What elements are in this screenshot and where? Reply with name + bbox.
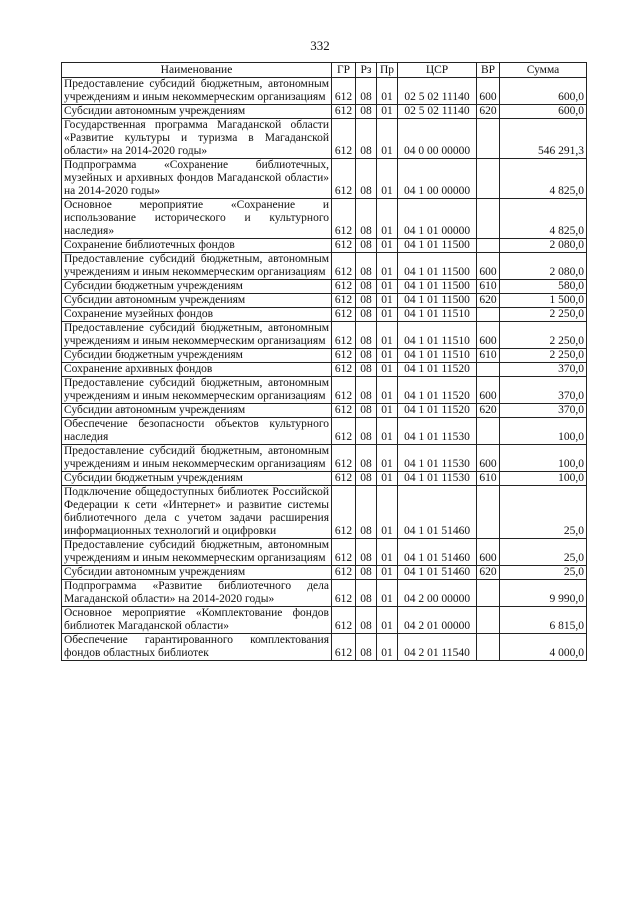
cell-name: Субсидии автономным учреждениям — [62, 105, 332, 119]
table-row — [62, 253, 587, 280]
cell-gr: 612 — [332, 78, 356, 105]
cell-vr: 600 — [477, 377, 500, 404]
cell-rz: 08 — [356, 472, 377, 486]
cell-vr: 600 — [477, 78, 500, 105]
cell-name: Предоставление субсидий бюджетным, автономным учреждениям и иным некоммерческим организациям — [62, 445, 332, 472]
cell-sum: 100,0 — [500, 418, 587, 445]
cell-sum: 2 250,0 — [500, 308, 587, 322]
cell-gr: 612 — [332, 486, 356, 539]
cell-pr: 01 — [377, 607, 398, 634]
cell-rz: 08 — [356, 634, 377, 661]
cell-gr: 612 — [332, 119, 356, 159]
cell-name: Государственная программа Магаданской области «Развитие культуры и туризма в Магаданской области» на 2014-2020 годы» — [62, 119, 332, 159]
cell-vr — [477, 239, 500, 253]
cell-gr: 612 — [332, 105, 356, 119]
cell-vr — [477, 159, 500, 199]
budget-table — [61, 62, 587, 661]
cell-rz: 08 — [356, 349, 377, 363]
cell-pr: 01 — [377, 199, 398, 239]
cell-sum: 25,0 — [500, 486, 587, 539]
cell-vr: 600 — [477, 322, 500, 349]
header-sum: Сумма — [500, 63, 587, 78]
table-row — [62, 472, 587, 486]
table-row — [62, 239, 587, 253]
cell-pr: 01 — [377, 349, 398, 363]
cell-vr: 600 — [477, 445, 500, 472]
table-row — [62, 199, 587, 239]
cell-csr: 04 1 01 11500 — [398, 280, 477, 294]
table-row — [62, 349, 587, 363]
cell-rz: 08 — [356, 486, 377, 539]
cell-vr — [477, 580, 500, 607]
cell-gr: 612 — [332, 322, 356, 349]
cell-pr: 01 — [377, 418, 398, 445]
header-vr: ВР — [477, 63, 500, 78]
header-pr: Пр — [377, 63, 398, 78]
table-row — [62, 634, 587, 661]
cell-csr: 04 1 01 11530 — [398, 445, 477, 472]
table-header-row — [62, 63, 587, 78]
cell-csr: 04 1 01 11510 — [398, 349, 477, 363]
cell-csr: 04 1 01 00000 — [398, 199, 477, 239]
cell-name: Субсидии автономным учреждениям — [62, 404, 332, 418]
cell-vr — [477, 418, 500, 445]
header-rz: Рз — [356, 63, 377, 78]
cell-pr: 01 — [377, 486, 398, 539]
cell-gr: 612 — [332, 308, 356, 322]
cell-rz: 08 — [356, 377, 377, 404]
cell-sum: 9 990,0 — [500, 580, 587, 607]
cell-sum: 370,0 — [500, 363, 587, 377]
cell-vr: 610 — [477, 349, 500, 363]
cell-name: Предоставление субсидий бюджетным, автономным учреждениям и иным некоммерческим организациям — [62, 78, 332, 105]
cell-pr: 01 — [377, 363, 398, 377]
cell-pr: 01 — [377, 119, 398, 159]
cell-vr: 600 — [477, 253, 500, 280]
cell-pr: 01 — [377, 105, 398, 119]
cell-rz: 08 — [356, 199, 377, 239]
cell-gr: 612 — [332, 418, 356, 445]
page-number: 332 — [310, 38, 330, 53]
cell-rz: 08 — [356, 308, 377, 322]
cell-name: Сохранение архивных фондов — [62, 363, 332, 377]
cell-csr: 04 1 01 11530 — [398, 418, 477, 445]
cell-vr: 620 — [477, 566, 500, 580]
table-row — [62, 78, 587, 105]
cell-pr: 01 — [377, 404, 398, 418]
cell-vr — [477, 199, 500, 239]
cell-name: Обеспечение гарантированного комплектования фондов областных библиотек — [62, 634, 332, 661]
cell-gr: 612 — [332, 363, 356, 377]
cell-rz: 08 — [356, 159, 377, 199]
cell-gr: 612 — [332, 472, 356, 486]
table-row — [62, 159, 587, 199]
cell-sum: 100,0 — [500, 445, 587, 472]
cell-csr: 04 2 01 11540 — [398, 634, 477, 661]
cell-pr: 01 — [377, 445, 398, 472]
cell-pr: 01 — [377, 239, 398, 253]
table-row — [62, 566, 587, 580]
cell-vr: 620 — [477, 105, 500, 119]
cell-pr: 01 — [377, 539, 398, 566]
cell-gr: 612 — [332, 634, 356, 661]
table-row — [62, 363, 587, 377]
cell-vr — [477, 308, 500, 322]
cell-vr — [477, 486, 500, 539]
cell-rz: 08 — [356, 607, 377, 634]
cell-sum: 2 080,0 — [500, 239, 587, 253]
cell-name: Сохранение музейных фондов — [62, 308, 332, 322]
cell-name: Подключение общедоступных библиотек Российской Федерации к сети «Интернет» и развитие системы библиотечного дела с учетом задачи расширения информационных технологий и оцифровки — [62, 486, 332, 539]
cell-rz: 08 — [356, 280, 377, 294]
table-row — [62, 539, 587, 566]
cell-sum: 580,0 — [500, 280, 587, 294]
cell-pr: 01 — [377, 280, 398, 294]
cell-name: Обеспечение безопасности объектов культурного наследия — [62, 418, 332, 445]
cell-pr: 01 — [377, 78, 398, 105]
cell-name: Субсидии автономным учреждениям — [62, 566, 332, 580]
cell-rz: 08 — [356, 294, 377, 308]
cell-sum: 4 825,0 — [500, 159, 587, 199]
header-gr: ГР — [332, 63, 356, 78]
cell-csr: 02 5 02 11140 — [398, 78, 477, 105]
cell-sum: 370,0 — [500, 377, 587, 404]
cell-csr: 04 1 01 11510 — [398, 308, 477, 322]
cell-csr: 04 1 01 11520 — [398, 363, 477, 377]
cell-name: Субсидии бюджетным учреждениям — [62, 349, 332, 363]
cell-vr: 610 — [477, 280, 500, 294]
cell-pr: 01 — [377, 308, 398, 322]
cell-csr: 04 1 01 11510 — [398, 322, 477, 349]
cell-name: Подпрограмма «Развитие библиотечного дела Магаданской области» на 2014-2020 годы» — [62, 580, 332, 607]
cell-vr: 610 — [477, 472, 500, 486]
cell-sum: 546 291,3 — [500, 119, 587, 159]
cell-pr: 01 — [377, 472, 398, 486]
table-row — [62, 607, 587, 634]
header-name: Наименование — [62, 63, 332, 78]
cell-pr: 01 — [377, 580, 398, 607]
table-body — [62, 78, 587, 661]
cell-csr: 04 1 01 11500 — [398, 294, 477, 308]
cell-name: Основное мероприятие «Комплектование фондов библиотек Магаданской области» — [62, 607, 332, 634]
cell-pr: 01 — [377, 294, 398, 308]
cell-rz: 08 — [356, 404, 377, 418]
cell-rz: 08 — [356, 239, 377, 253]
cell-sum: 600,0 — [500, 105, 587, 119]
cell-pr: 01 — [377, 253, 398, 280]
cell-name: Субсидии бюджетным учреждениям — [62, 472, 332, 486]
cell-sum: 6 815,0 — [500, 607, 587, 634]
cell-rz: 08 — [356, 322, 377, 349]
cell-csr: 04 1 01 51460 — [398, 566, 477, 580]
table-row — [62, 377, 587, 404]
table-row — [62, 105, 587, 119]
cell-sum: 4 825,0 — [500, 199, 587, 239]
table-row — [62, 486, 587, 539]
cell-csr: 04 1 01 11500 — [398, 253, 477, 280]
cell-csr: 04 2 01 00000 — [398, 607, 477, 634]
cell-gr: 612 — [332, 280, 356, 294]
cell-sum: 25,0 — [500, 539, 587, 566]
cell-csr: 04 1 00 00000 — [398, 159, 477, 199]
cell-vr: 600 — [477, 539, 500, 566]
cell-name: Субсидии автономным учреждениям — [62, 294, 332, 308]
cell-gr: 612 — [332, 253, 356, 280]
cell-gr: 612 — [332, 580, 356, 607]
cell-rz: 08 — [356, 445, 377, 472]
cell-name: Сохранение библиотечных фондов — [62, 239, 332, 253]
cell-rz: 08 — [356, 119, 377, 159]
cell-vr: 620 — [477, 404, 500, 418]
cell-name: Основное мероприятие «Сохранение и использование исторического и культурного наследия» — [62, 199, 332, 239]
cell-gr: 612 — [332, 445, 356, 472]
cell-csr: 04 1 01 11500 — [398, 239, 477, 253]
cell-sum: 25,0 — [500, 566, 587, 580]
cell-csr: 04 2 00 00000 — [398, 580, 477, 607]
cell-gr: 612 — [332, 294, 356, 308]
cell-rz: 08 — [356, 253, 377, 280]
cell-sum: 2 250,0 — [500, 322, 587, 349]
cell-sum: 370,0 — [500, 404, 587, 418]
cell-name: Субсидии бюджетным учреждениям — [62, 280, 332, 294]
cell-pr: 01 — [377, 159, 398, 199]
table-row — [62, 280, 587, 294]
table-row — [62, 580, 587, 607]
cell-gr: 612 — [332, 607, 356, 634]
cell-sum: 4 000,0 — [500, 634, 587, 661]
cell-name: Предоставление субсидий бюджетным, автономным учреждениям и иным некоммерческим организациям — [62, 322, 332, 349]
cell-rz: 08 — [356, 539, 377, 566]
cell-csr: 04 1 01 11520 — [398, 404, 477, 418]
cell-gr: 612 — [332, 349, 356, 363]
cell-rz: 08 — [356, 363, 377, 377]
cell-name: Подпрограмма «Сохранение библиотечных, музейных и архивных фондов Магаданской области» на 2014-2020 годы» — [62, 159, 332, 199]
cell-csr: 02 5 02 11140 — [398, 105, 477, 119]
cell-gr: 612 — [332, 159, 356, 199]
table-row — [62, 418, 587, 445]
cell-rz: 08 — [356, 105, 377, 119]
cell-sum: 2 080,0 — [500, 253, 587, 280]
cell-csr: 04 1 01 11520 — [398, 377, 477, 404]
cell-sum: 1 500,0 — [500, 294, 587, 308]
table-row — [62, 119, 587, 159]
cell-gr: 612 — [332, 539, 356, 566]
table-row — [62, 308, 587, 322]
cell-name: Предоставление субсидий бюджетным, автономным учреждениям и иным некоммерческим организациям — [62, 539, 332, 566]
table-row — [62, 445, 587, 472]
cell-sum: 100,0 — [500, 472, 587, 486]
table-row — [62, 404, 587, 418]
cell-pr: 01 — [377, 322, 398, 349]
cell-sum: 2 250,0 — [500, 349, 587, 363]
cell-csr: 04 1 01 51460 — [398, 539, 477, 566]
cell-vr — [477, 634, 500, 661]
table-row — [62, 294, 587, 308]
cell-gr: 612 — [332, 199, 356, 239]
cell-gr: 612 — [332, 404, 356, 418]
cell-rz: 08 — [356, 78, 377, 105]
cell-rz: 08 — [356, 566, 377, 580]
cell-csr: 04 0 00 00000 — [398, 119, 477, 159]
table-row — [62, 322, 587, 349]
cell-csr: 04 1 01 11530 — [398, 472, 477, 486]
cell-gr: 612 — [332, 566, 356, 580]
cell-csr: 04 1 01 51460 — [398, 486, 477, 539]
cell-name: Предоставление субсидий бюджетным, автономным учреждениям и иным некоммерческим организациям — [62, 377, 332, 404]
cell-rz: 08 — [356, 418, 377, 445]
header-csr: ЦСР — [398, 63, 477, 78]
cell-vr — [477, 363, 500, 377]
cell-pr: 01 — [377, 377, 398, 404]
cell-gr: 612 — [332, 377, 356, 404]
cell-vr: 620 — [477, 294, 500, 308]
cell-pr: 01 — [377, 634, 398, 661]
cell-sum: 600,0 — [500, 78, 587, 105]
cell-vr — [477, 607, 500, 634]
cell-vr — [477, 119, 500, 159]
cell-gr: 612 — [332, 239, 356, 253]
cell-name: Предоставление субсидий бюджетным, автономным учреждениям и иным некоммерческим организациям — [62, 253, 332, 280]
cell-pr: 01 — [377, 566, 398, 580]
cell-rz: 08 — [356, 580, 377, 607]
